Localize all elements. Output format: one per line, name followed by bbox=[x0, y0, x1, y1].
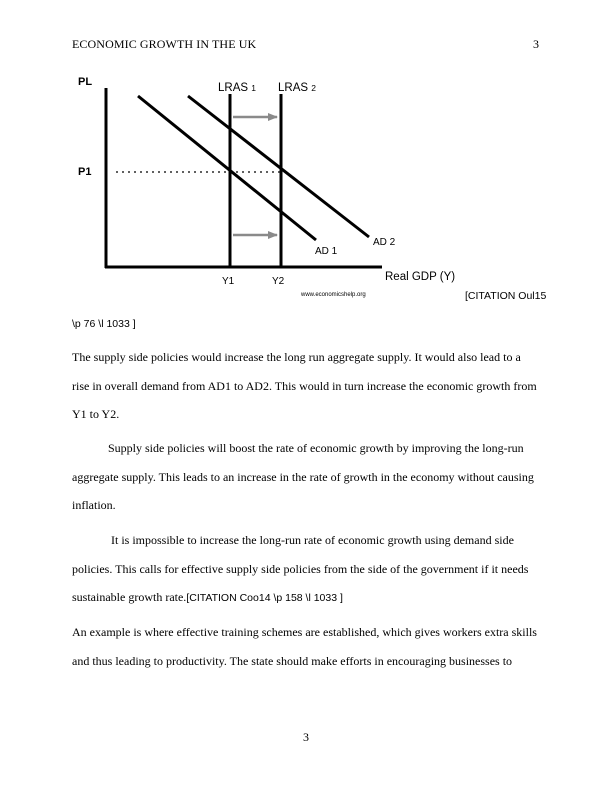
source-watermark: www.economicshelp.org bbox=[301, 292, 366, 298]
ad-1-line bbox=[138, 96, 316, 240]
citation-coo14: [CITATION Coo14 \p 158 \l 1033 ] bbox=[186, 592, 343, 604]
running-header-title: ECONOMIC GROWTH IN THE UK bbox=[72, 37, 257, 51]
lras-2-label: LRAS 2 bbox=[278, 82, 316, 94]
citation-oul15-line1: [CITATION Oul15 bbox=[465, 290, 547, 302]
ad-1-label: AD 1 bbox=[315, 246, 338, 257]
x-axis-label: Real GDP (Y) bbox=[385, 271, 456, 283]
paragraph-2: Supply side policies will boost the rate of economic growth by improving the long-run aggregate supply. This leads to an increase in the rate of growth in the economy without causing inflation. bbox=[72, 441, 534, 512]
paragraph-3 bbox=[72, 526, 540, 613]
lras-ad-diagram bbox=[60, 60, 480, 305]
paragraph-1: The supply side policies would increase the long run aggregate supply. It would also lead to a rise in overall demand from AD1 to AD2. This would in turn increase the economic growth from Y1 to Y2. bbox=[72, 350, 537, 421]
y-axis-label: PL bbox=[78, 76, 93, 88]
p1-label: P1 bbox=[78, 166, 92, 178]
lras-1-label: LRAS 1 bbox=[218, 82, 256, 94]
y2-label: Y2 bbox=[272, 276, 285, 287]
y1-label: Y1 bbox=[222, 276, 235, 287]
paragraph-3-text: It is impossible to increase the long-run rate of economic growth using demand side policies. This calls for effective supply side policies from the side of the government if it needs sustainable growth rate. bbox=[72, 533, 529, 604]
ad-2-label: AD 2 bbox=[373, 237, 396, 248]
header-page-number: 3 bbox=[533, 37, 539, 51]
ad-2-line bbox=[188, 96, 369, 237]
paragraph-4: An example is where effective training schemes are established, which gives workers extra skills and thus leading to productivity. The state should make efforts in encouraging businesses to bbox=[72, 625, 537, 668]
citation-oul15-line2: \p 76 \l 1033 ] bbox=[72, 318, 136, 330]
footer-page-number: 3 bbox=[303, 730, 309, 744]
